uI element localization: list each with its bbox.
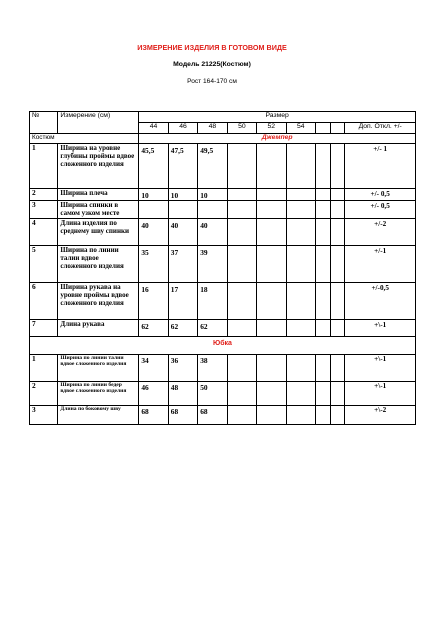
tolerance-value: +\-1 (345, 354, 416, 381)
measurement-name: Ширина рукава на уровне проймы вдвое сложенного изделия (58, 282, 139, 319)
row-number: 2 (30, 189, 58, 201)
measurement-value (330, 354, 345, 381)
measurement-value (257, 201, 286, 218)
measurement-name: Ширина по линии бедер вдвое сложенного изделия (58, 381, 139, 405)
measurement-value (330, 144, 345, 189)
tolerance-value: +/- 1 (345, 144, 416, 189)
header-size: Размер (139, 112, 416, 123)
size-header-cell: 44 (139, 123, 168, 134)
measurement-value (330, 282, 345, 319)
measurement-value: 68 (168, 405, 197, 424)
measurement-value (257, 189, 286, 201)
measurement-value: 49,5 (198, 144, 227, 189)
measurement-value: 38 (198, 354, 227, 381)
measurement-value: 18 (198, 282, 227, 319)
header-number: № (30, 112, 58, 134)
measurement-value: 10 (139, 189, 168, 201)
measurement-value: 45,5 (139, 144, 168, 189)
height-range: Рост 164-170 см (187, 78, 237, 85)
document-title: ИЗМЕРЕНИЕ ИЗДЕЛИЯ В ГОТОВОМ ВИДЕ (137, 43, 287, 52)
tolerance-value: +/- 0,5 (345, 201, 416, 218)
measurement-value (257, 144, 286, 189)
measurement-name: Ширина на уровне глубины проймы вдвое сложенного изделия (58, 144, 139, 189)
measurement-value (227, 381, 256, 405)
measurement-value (227, 405, 256, 424)
size-header-cell (330, 123, 345, 134)
measurement-value: 50 (198, 381, 227, 405)
measurement-value: 40 (168, 218, 197, 245)
tolerance-value: +/-1 (345, 245, 416, 282)
measurement-value (330, 189, 345, 201)
measurement-value: 39 (198, 245, 227, 282)
tolerance-value: +/- 0,5 (345, 189, 416, 201)
measurement-value: 35 (139, 245, 168, 282)
table-row (30, 189, 416, 201)
measurement-value (139, 201, 168, 218)
measurement-value (315, 189, 330, 201)
measurement-name: Ширина плеча (58, 189, 139, 201)
measurement-value (286, 354, 315, 381)
measurement-value (257, 245, 286, 282)
measurement-name: Длина рукава (58, 319, 139, 336)
measurement-value: 62 (168, 319, 197, 336)
measurement-value: 46 (139, 381, 168, 405)
measurement-value (227, 282, 256, 319)
measurement-value (330, 201, 345, 218)
measurement-value (227, 319, 256, 336)
section-row-jumper (30, 134, 416, 144)
section-jumper: Джемпер (139, 134, 416, 144)
measurement-value (315, 381, 330, 405)
measurement-value: 10 (198, 189, 227, 201)
measurement-value (330, 319, 345, 336)
measurement-value (257, 354, 286, 381)
measurement-value (227, 189, 256, 201)
row-number: 1 (30, 144, 58, 189)
row-number: 1 (30, 354, 58, 381)
model-name: Модель 21225(Костюм) (173, 61, 251, 68)
table-row (30, 245, 416, 282)
measurement-value (286, 201, 315, 218)
measurement-value (257, 381, 286, 405)
measurement-value (286, 319, 315, 336)
row-number: 4 (30, 218, 58, 245)
measurement-value (330, 245, 345, 282)
measurement-value: 40 (198, 218, 227, 245)
measurement-value (286, 189, 315, 201)
table-row (30, 218, 416, 245)
measurement-value (286, 282, 315, 319)
measurement-value: 36 (168, 354, 197, 381)
measurement-value (286, 405, 315, 424)
measurement-name: Ширина спинки в самом узком месте (58, 201, 139, 218)
measurement-table (29, 111, 416, 425)
measurement-value: 10 (168, 189, 197, 201)
tolerance-value: +\-1 (345, 319, 416, 336)
measurement-value (227, 144, 256, 189)
table-row (30, 282, 416, 319)
measurement-value (227, 218, 256, 245)
section-skirt: Юбка (30, 336, 416, 354)
measurement-name: Длина изделия по среднему шву спинки (58, 218, 139, 245)
header-measurement: Измерение (см) (58, 112, 139, 134)
measurement-value (286, 245, 315, 282)
table-row (30, 319, 416, 336)
measurement-value (227, 245, 256, 282)
table-row (30, 381, 416, 405)
header-tolerance: Доп. Откл. +/- (345, 123, 416, 134)
measurement-value: 62 (198, 319, 227, 336)
measurement-value (315, 405, 330, 424)
size-header-cell: 48 (198, 123, 227, 134)
measurement-value (315, 144, 330, 189)
measurement-value (168, 201, 197, 218)
measurement-value (198, 201, 227, 218)
measurement-name: Ширина по линии талии вдвое сложенного изделия (58, 245, 139, 282)
measurement-value (286, 381, 315, 405)
measurement-value: 34 (139, 354, 168, 381)
row-number: 3 (30, 405, 58, 424)
measurement-value (257, 218, 286, 245)
measurement-name: Ширина по линии талии вдвое сложенного изделия (58, 354, 139, 381)
section-row-skirt (30, 336, 416, 354)
measurement-value: 40 (139, 218, 168, 245)
measurement-value: 68 (139, 405, 168, 424)
measurement-value: 62 (139, 319, 168, 336)
size-header-cell: 50 (227, 123, 256, 134)
measurement-value (315, 245, 330, 282)
size-header-cell: 52 (257, 123, 286, 134)
table-row (30, 405, 416, 424)
row-number: 6 (30, 282, 58, 319)
size-header-cell (315, 123, 330, 134)
table-row (30, 144, 416, 189)
measurement-value (257, 405, 286, 424)
tolerance-value: +\-1 (345, 381, 416, 405)
measurement-value: 48 (168, 381, 197, 405)
measurement-name: Длина по боковому шву (58, 405, 139, 424)
measurement-value (286, 144, 315, 189)
size-header-cell: 54 (286, 123, 315, 134)
tolerance-value: +/-0,5 (345, 282, 416, 319)
group-label: Костюм (30, 134, 139, 144)
measurement-value (257, 282, 286, 319)
measurement-value: 16 (139, 282, 168, 319)
measurement-value (330, 381, 345, 405)
measurement-value (315, 354, 330, 381)
table-body (30, 112, 416, 425)
measurement-value: 68 (198, 405, 227, 424)
row-number: 3 (30, 201, 58, 218)
table-header-row (30, 112, 416, 123)
measurement-value (227, 201, 256, 218)
measurement-value: 37 (168, 245, 197, 282)
size-header-cell: 46 (168, 123, 197, 134)
row-number: 5 (30, 245, 58, 282)
tolerance-value: +/-2 (345, 218, 416, 245)
measurement-value (257, 319, 286, 336)
measurement-value (330, 218, 345, 245)
row-number: 2 (30, 381, 58, 405)
measurement-value (315, 282, 330, 319)
row-number: 7 (30, 319, 58, 336)
table-row (30, 201, 416, 218)
measurement-value (227, 354, 256, 381)
measurement-value (286, 218, 315, 245)
measurement-value: 47,5 (168, 144, 197, 189)
measurement-value (315, 319, 330, 336)
tolerance-value: +\-2 (345, 405, 416, 424)
measurement-value (330, 405, 345, 424)
measurement-value (315, 218, 330, 245)
measurement-value (315, 201, 330, 218)
measurement-value: 17 (168, 282, 197, 319)
table-row (30, 354, 416, 381)
